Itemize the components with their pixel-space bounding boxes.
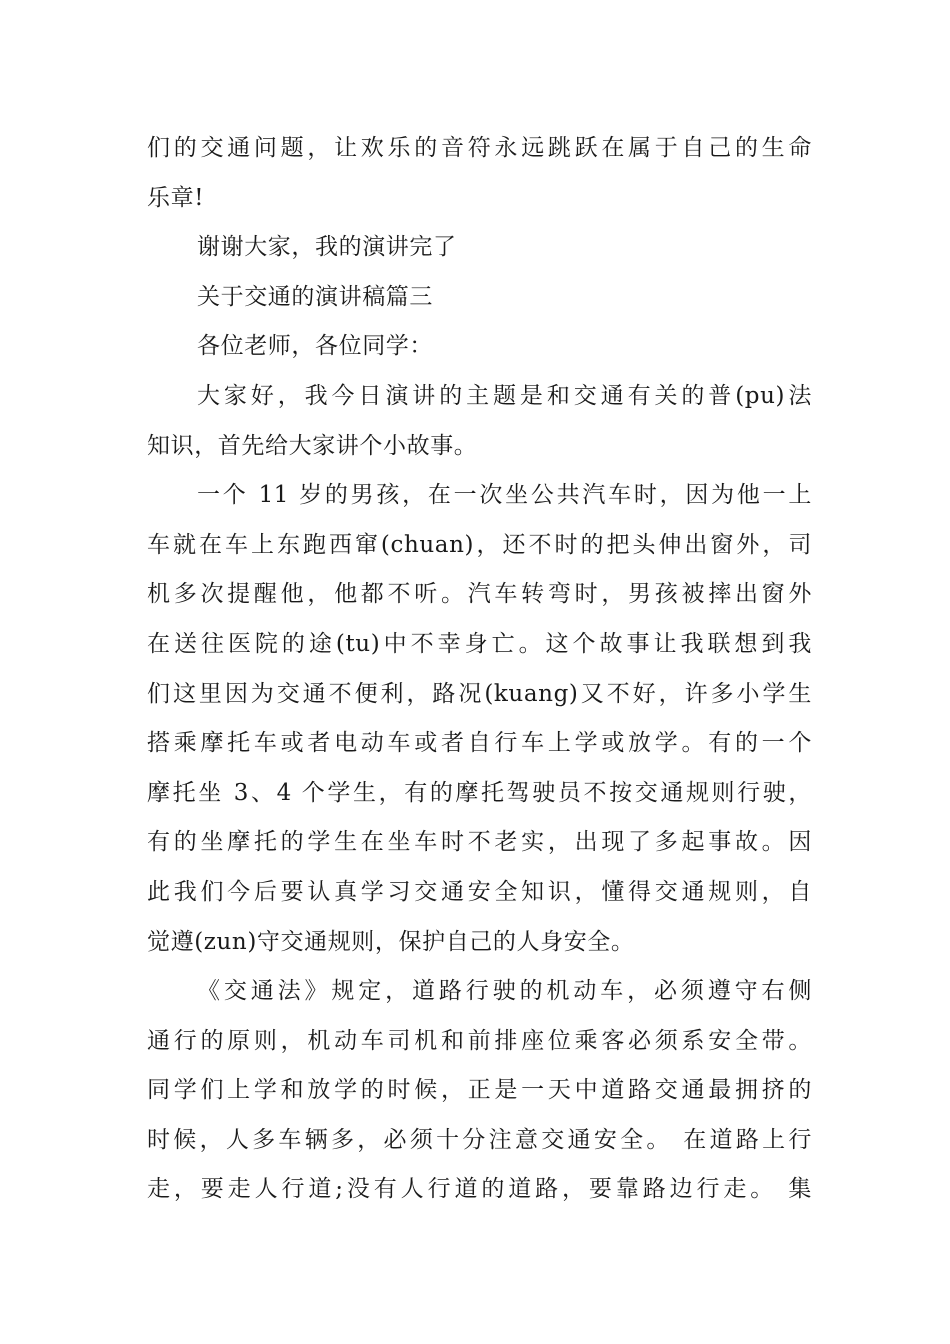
text-line: 搭乘摩托车或者电动车或者自行车上学或放学。有的一个 xyxy=(147,730,812,757)
text-line: 此我们今后要认真学习交通安全知识，懂得交通规则，自 xyxy=(147,878,812,905)
text-line: 大家好，我今日演讲的主题是和交通有关的普(pu)法 xyxy=(197,382,812,409)
text-line: 《交通法》规定，道路行驶的机动车，必须遵守右侧 xyxy=(197,978,812,1005)
text-line: 乐章! xyxy=(147,184,205,211)
salutation: 各位老师，各位同学： xyxy=(197,333,433,360)
text-line: 觉遵(zun)守交通规则，保护自己的人身安全。 xyxy=(147,928,635,955)
text-line: 车就在车上东跑西窜(chuan)，还不时的把头伸出窗外，司 xyxy=(147,531,812,558)
text-line: 们这里因为交通不便利，路况(kuang)又不好，许多小学生 xyxy=(147,680,812,707)
text-line: 一个 11 岁的男孩，在一次坐公共汽车时，因为他一上 xyxy=(197,482,812,509)
section-heading: 关于交通的演讲稿篇三 xyxy=(197,283,433,310)
text-line: 谢谢大家，我的演讲完了 xyxy=(197,234,457,261)
text-line: 走，要走人行道;没有人行道的道路，要靠路边行走。 集 xyxy=(147,1176,812,1203)
text-line: 摩托坐 3、4 个学生，有的摩托驾驶员不按交通规则行驶， xyxy=(147,779,812,806)
text-line: 知识，首先给大家讲个小故事。 xyxy=(147,432,478,459)
text-line: 同学们上学和放学的时候，正是一天中道路交通最拥挤的 xyxy=(147,1077,812,1104)
text-line: 通行的原则，机动车司机和前排座位乘客必须系安全带。 xyxy=(147,1027,812,1054)
document-body xyxy=(147,124,812,1215)
text-line: 时候，人多车辆多，必须十分注意交通安全。 在道路上行 xyxy=(147,1126,812,1153)
text-line: 们的交通问题，让欢乐的音符永远跳跃在属于自己的生命 xyxy=(147,135,812,161)
text-line: 机多次提醒他，他都不听。汽车转弯时，男孩被摔出窗外 xyxy=(147,581,812,608)
text-line: 在送往医院的途(tu)中不幸身亡。这个故事让我联想到我 xyxy=(147,630,812,657)
text-line: 有的坐摩托的学生在坐车时不老实，出现了多起事故。因 xyxy=(147,829,812,856)
